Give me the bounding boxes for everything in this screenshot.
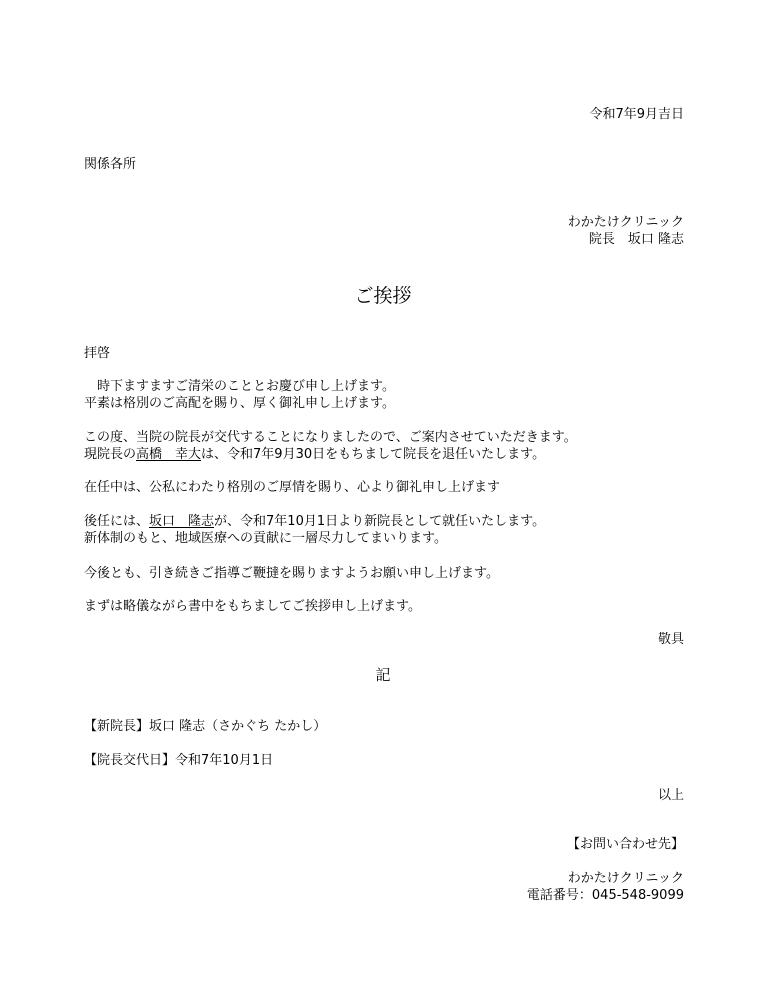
contact-phone: 電話番号：045-548-9099: [526, 888, 684, 903]
request-line: 今後とも、引き続きご指導ご鞭撻を賜りますようお願い申し上げます。: [84, 566, 499, 581]
announcement-line-1: この度、当院の院長が交代することになりましたので、ご案内させていただきます。: [84, 430, 577, 445]
sender-title-name: 院長 坂口 隆志: [588, 232, 684, 247]
end-mark: 以上: [657, 788, 684, 803]
sender-organization: わかたけクリニック: [567, 215, 684, 230]
opening-salutation: 拝啓: [84, 346, 111, 361]
new-director-name: 坂口 隆志: [149, 514, 215, 529]
successor-line-2: 新体制のもと、地域医療への貢献に一層尽力してまいります。: [84, 531, 447, 546]
text-segment: は、令和7年9月30日をもちまして院長を退任いたします。: [201, 447, 546, 462]
greeting-line-2: 平素は格別のご高配を賜り、厚く御礼申し上げます。: [84, 396, 395, 411]
closing-salutation: 敬具: [657, 632, 684, 647]
text-segment: が、令和7年10月1日より新院長として就任いたします。: [214, 514, 546, 529]
successor-line-1: [84, 513, 545, 530]
date: 令和7年9月吉日: [589, 107, 684, 122]
document-title: ご挨拶: [354, 285, 412, 307]
text-segment: 後任には、: [84, 514, 150, 529]
recipient: 関係各所: [84, 157, 137, 172]
greeting-line-1: 時下ますますご清栄のこととお慶び申し上げます。: [84, 379, 395, 394]
contact-heading: 【お問い合わせ先】: [566, 837, 684, 852]
change-date-detail: 【院長交代日】令和7年10月1日: [84, 753, 274, 768]
closing-remarks-line: まずは略儀ながら書中をもちましてご挨拶申し上げます。: [84, 599, 421, 614]
gratitude-line: 在任中は、公私にわたり格別のご厚情を賜り、心より御礼申し上げます: [84, 480, 501, 495]
announcement-line-2: [84, 446, 545, 463]
text-segment: 現院長の: [84, 447, 137, 462]
new-director-detail: 【新院長】坂口 隆志（さかぐち たかし）: [84, 719, 327, 734]
current-director-name: 高橋 幸大: [136, 447, 202, 462]
contact-organization: わかたけクリニック: [567, 871, 684, 886]
ki-heading: 記: [375, 666, 391, 684]
